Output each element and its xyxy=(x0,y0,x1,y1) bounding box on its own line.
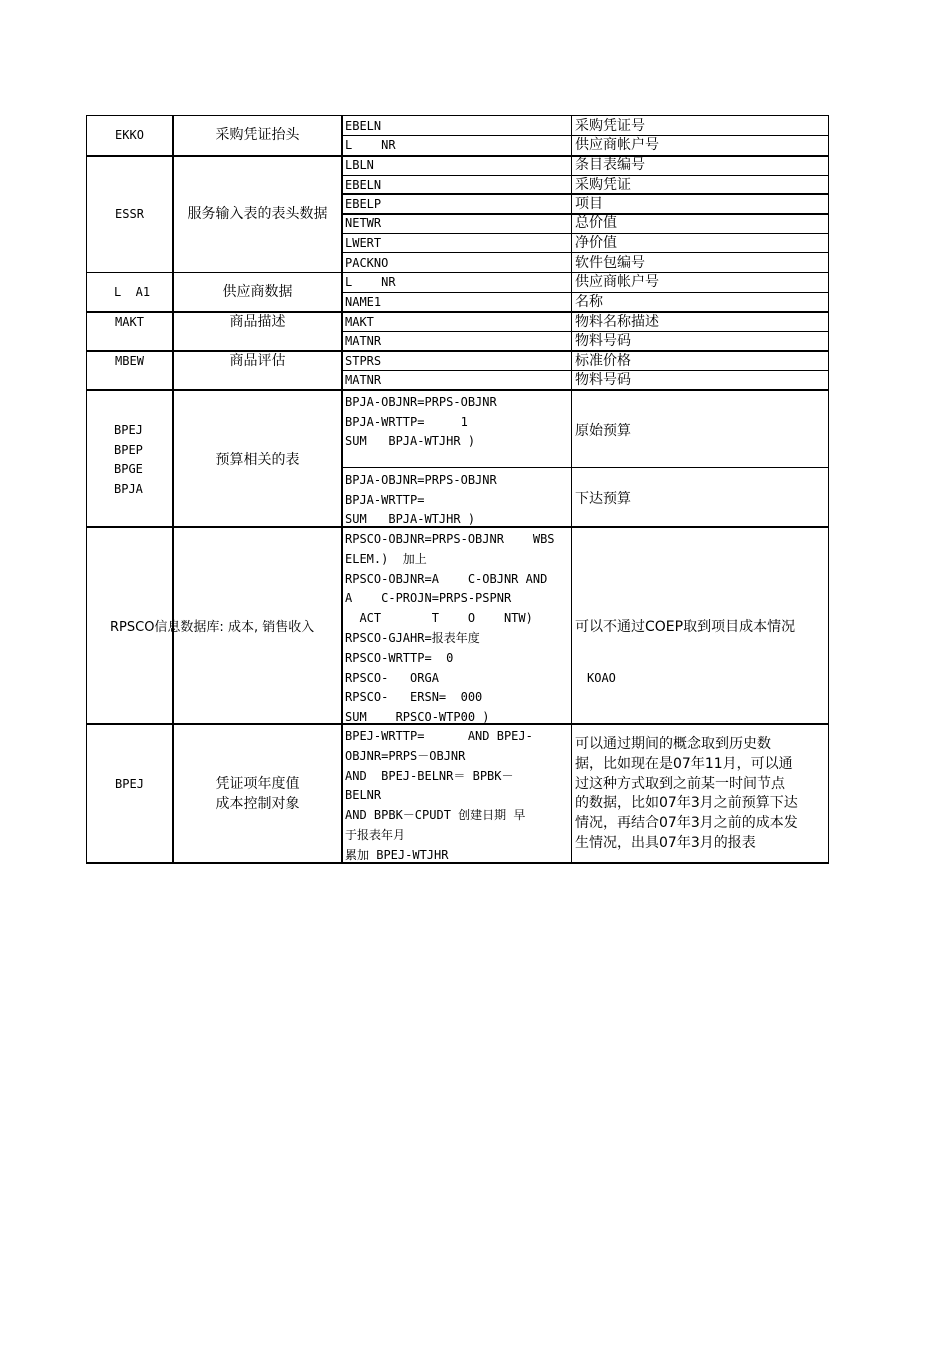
formula-line: BPJA-WRTTP= 1 xyxy=(345,415,468,429)
formula-line: BELNR xyxy=(345,788,382,803)
field-desc-cell: 物料号码 xyxy=(575,372,631,388)
table-name-cell: ESSR xyxy=(115,207,144,221)
field-name-cell: L NR xyxy=(345,138,396,152)
field-desc-cell: 标准价格 xyxy=(575,353,631,369)
column-divider-3 xyxy=(571,115,572,864)
table-name-cell: BPJA xyxy=(114,482,143,496)
formula-line: RPSCO-OBJNR=A C-OBJNR AND xyxy=(345,571,548,586)
table-desc-cell: 商品评估 xyxy=(229,353,286,369)
field-separator xyxy=(341,467,829,468)
formula-line: RPSCO- ORGA xyxy=(345,670,439,685)
column-divider-1 xyxy=(172,115,174,864)
row-separator xyxy=(86,389,829,391)
formula-line: BPEJ-WRTTP= AND BPEJ- xyxy=(345,729,533,743)
field-desc-cell: 采购凭证 xyxy=(575,177,631,193)
field-desc-cell: 条目表编号 xyxy=(575,157,645,173)
formula-line: 累加 BPEJ-WTJHR xyxy=(345,847,449,862)
formula-line: OBJNR=PRPS－OBJNR xyxy=(345,748,466,763)
row-separator xyxy=(86,155,829,157)
note-line: 生情况，出具07年3月的报表 xyxy=(575,835,756,851)
table-name-cell: L A1 xyxy=(114,285,151,299)
field-name-cell: PACKNO xyxy=(345,256,389,270)
note-cell: 可以不通过COEP取到项目成本情况 xyxy=(575,619,796,635)
table-desc-cell: 商品描述 xyxy=(229,314,286,330)
formula-line: RPSCO-GJAHR=报表年度 xyxy=(345,631,480,645)
field-name-cell: NAME1 xyxy=(345,295,382,309)
formula-line: SUM BPJA-WTJHR ) xyxy=(345,512,476,526)
note-line: 的数据，比如07年3月之前预算下达 xyxy=(575,795,798,812)
field-name-cell: LBLN xyxy=(345,158,374,172)
field-name-cell: NETWR xyxy=(345,216,382,230)
table-desc-cell: 供应商数据 xyxy=(222,284,293,300)
table-desc-cell: 凭证项年度值 xyxy=(215,776,300,792)
table-name-cell: BPEJ xyxy=(114,423,143,437)
field-desc-cell: 物料名称描述 xyxy=(575,314,659,330)
table-desc-cell: 成本控制对象 xyxy=(215,796,300,812)
table-name-cell: BPEJ xyxy=(115,777,144,791)
formula-line: BPJA-WRTTP= xyxy=(345,493,425,507)
formula-line: SUM BPJA-WTJHR ) xyxy=(345,434,476,448)
table-border-bottom xyxy=(86,862,829,864)
field-name-cell: EBELP xyxy=(345,197,382,211)
field-desc-cell: 总价值 xyxy=(575,215,617,231)
note-line: 过这种方式取到之前某一时间节点 xyxy=(575,775,785,792)
row-separator xyxy=(86,272,829,273)
formula-line: RPSCO-OBJNR=PRPS-OBJNR WBS xyxy=(345,532,555,546)
field-desc-cell: 采购凭证号 xyxy=(575,118,645,134)
note-cell: 原始预算 xyxy=(575,423,631,439)
note-cell: KOAO xyxy=(587,671,616,685)
field-desc-cell: 净价值 xyxy=(575,235,617,251)
note-line: 可以通过期间的概念取到历史数 xyxy=(575,736,771,752)
field-name-cell: MAKT xyxy=(345,315,374,329)
field-desc-cell: 项目 xyxy=(575,196,603,212)
column-divider-2 xyxy=(341,115,343,864)
table-desc-cell: 预算相关的表 xyxy=(215,452,300,468)
formula-line: AND BPEJ-BELNR＝ BPBK－ xyxy=(345,768,514,783)
formula-line: BPJA-OBJNR=PRPS-OBJNR xyxy=(345,473,497,487)
table-name-cell: EKKO xyxy=(115,128,144,142)
field-name-cell: LWERT xyxy=(345,236,382,250)
formula-line: BPJA-OBJNR=PRPS-OBJNR xyxy=(345,395,497,409)
note-cell: 下达预算 xyxy=(575,491,631,507)
formula-line: ELEM.) 加上 xyxy=(345,551,427,566)
field-desc-cell: 物料号码 xyxy=(575,333,631,349)
table-border-top xyxy=(86,115,829,116)
field-desc-cell: 供应商帐户号 xyxy=(575,274,659,290)
table-name-cell: BPGE xyxy=(114,462,143,476)
field-name-cell: STPRS xyxy=(345,354,382,368)
field-name-cell: EBELN xyxy=(345,178,382,192)
field-name-cell: L NR xyxy=(345,275,396,289)
formula-line: SUM RPSCO-WTP00 ) xyxy=(345,710,490,725)
field-desc-cell: 名称 xyxy=(575,294,603,310)
field-name-cell: MATNR xyxy=(345,373,382,387)
formula-line: RPSCO- ERSN= 000 xyxy=(345,690,483,705)
table-desc-cell: 采购凭证抬头 xyxy=(215,127,300,143)
field-desc-cell: 供应商帐户号 xyxy=(575,137,659,153)
formula-line: A C-PROJN=PRPS-PSPNR xyxy=(345,591,512,606)
table-name-cell: MBEW xyxy=(115,354,144,368)
table-name-cell: MAKT xyxy=(115,315,144,329)
field-desc-cell: 软件包编号 xyxy=(575,255,645,271)
table-border-left xyxy=(86,115,87,864)
table-name-cell: BPEP xyxy=(114,443,143,457)
formula-line: ACT T O NTW) xyxy=(345,611,533,626)
note-line: 据，比如现在是07年11月，可以通 xyxy=(575,755,793,772)
field-name-cell: MATNR xyxy=(345,334,382,348)
table-desc-cell: RPSCO信息数据库: 成本, 销售收入 xyxy=(110,620,315,635)
table-border-right xyxy=(828,115,829,864)
formula-line: 于报表年月 xyxy=(345,828,406,842)
formula-line: RPSCO-WRTTP= 0 xyxy=(345,650,454,665)
field-name-cell: EBELN xyxy=(345,119,382,133)
formula-line: AND BPBK－CPUDT 创建日期 早 xyxy=(345,808,526,823)
note-line: 情况，再结合07年3月之前的成本发 xyxy=(575,815,798,832)
table-desc-cell: 服务输入表的表头数据 xyxy=(187,206,328,222)
